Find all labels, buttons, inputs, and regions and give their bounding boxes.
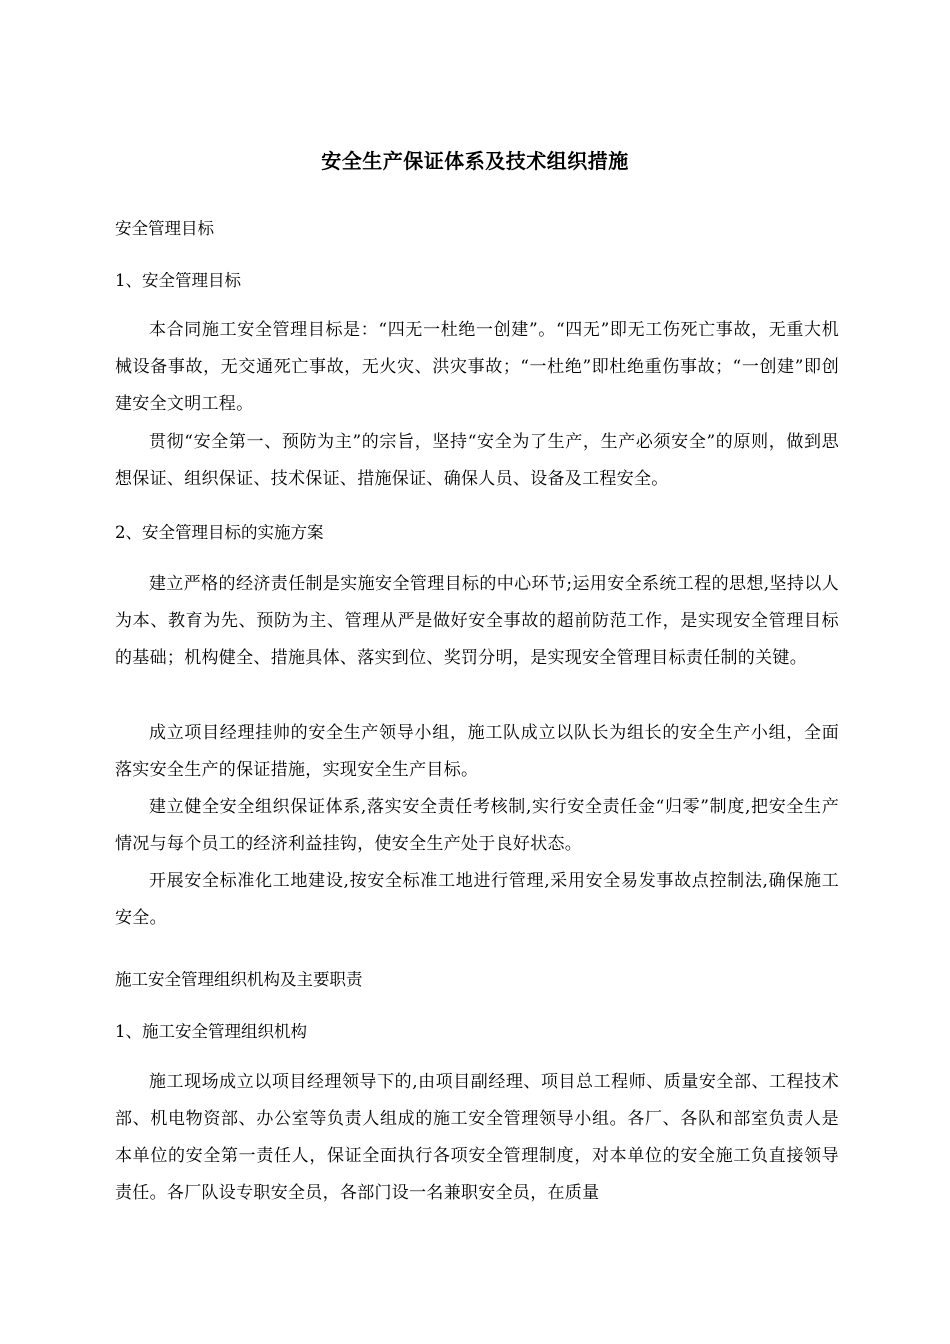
paragraph-standardized-site: 开展安全标准化工地建设,按安全标准工地进行管理,采用安全易发事故点控制法,确保施工安全。 <box>115 871 839 928</box>
paragraph-organization-guarantee: 建立健全安全组织保证体系,落实安全责任考核制,实行安全责任金“归零”制度,把安全生产情况与每个员工的经济利益挂钩，使安全生产处于良好状态。 <box>115 797 839 854</box>
paragraph-goal-definition: 本合同施工安全管理目标是：“四无一杜绝一创建”。“四无”即无工伤死亡事故，无重大机械设备事故，无交通死亡事故，无火灾、洪灾事故；“一杜绝”即杜绝重伤事故；“一创建”即创建安全文明工程。 <box>115 320 839 414</box>
document-title: 安全生产保证体系及技术组织措施 <box>321 149 629 173</box>
subsection-heading-implementation-plan: 2、安全管理目标的实施方案 <box>115 523 324 542</box>
section-heading-safety-goals: 安全管理目标 <box>115 219 214 238</box>
section-heading-organization: 施工安全管理组织机构及主要职责 <box>115 970 363 989</box>
subsection-heading-safety-goals: 1、安全管理目标 <box>115 271 241 290</box>
paragraph-responsibility-system: 建立严格的经济责任制是实施安全管理目标的中心环节;运用安全系统工程的思想,坚持以人为本、教育为先、预防为主、管理从严是做好安全事故的超前防范工作，是实现安全管理目标的基础；机构健全、措施具体、落实到位、奖罚分明，是实现安全管理目标责任制的关键。 <box>115 574 839 668</box>
paragraph-safety-principle: 贯彻“安全第一、预防为主”的宗旨，坚持“安全为了生产，生产必须安全”的原则，做到思想保证、组织保证、技术保证、措施保证、确保人员、设备及工程安全。 <box>115 432 839 489</box>
paragraph-leadership-group: 成立项目经理挂帅的安全生产领导小组，施工队成立以队长为组长的安全生产小组，全面落实安全生产的保证措施，实现安全生产目标。 <box>115 723 839 780</box>
subsection-heading-organization-structure: 1、施工安全管理组织机构 <box>115 1022 307 1041</box>
paragraph-site-organization: 施工现场成立以项目经理领导下的,由项目副经理、项目总工程师、质量安全部、工程技术部、机电物资部、办公室等负责人组成的施工安全管理领导小组。各厂、各队和部室负责人是本单位的安全第一责任人，保证全面执行各项安全管理制度，对本单位的安全施工负直接领导责任。各厂队设专职安全员，各部门设一名兼职安全员，在质量 <box>115 1072 839 1203</box>
